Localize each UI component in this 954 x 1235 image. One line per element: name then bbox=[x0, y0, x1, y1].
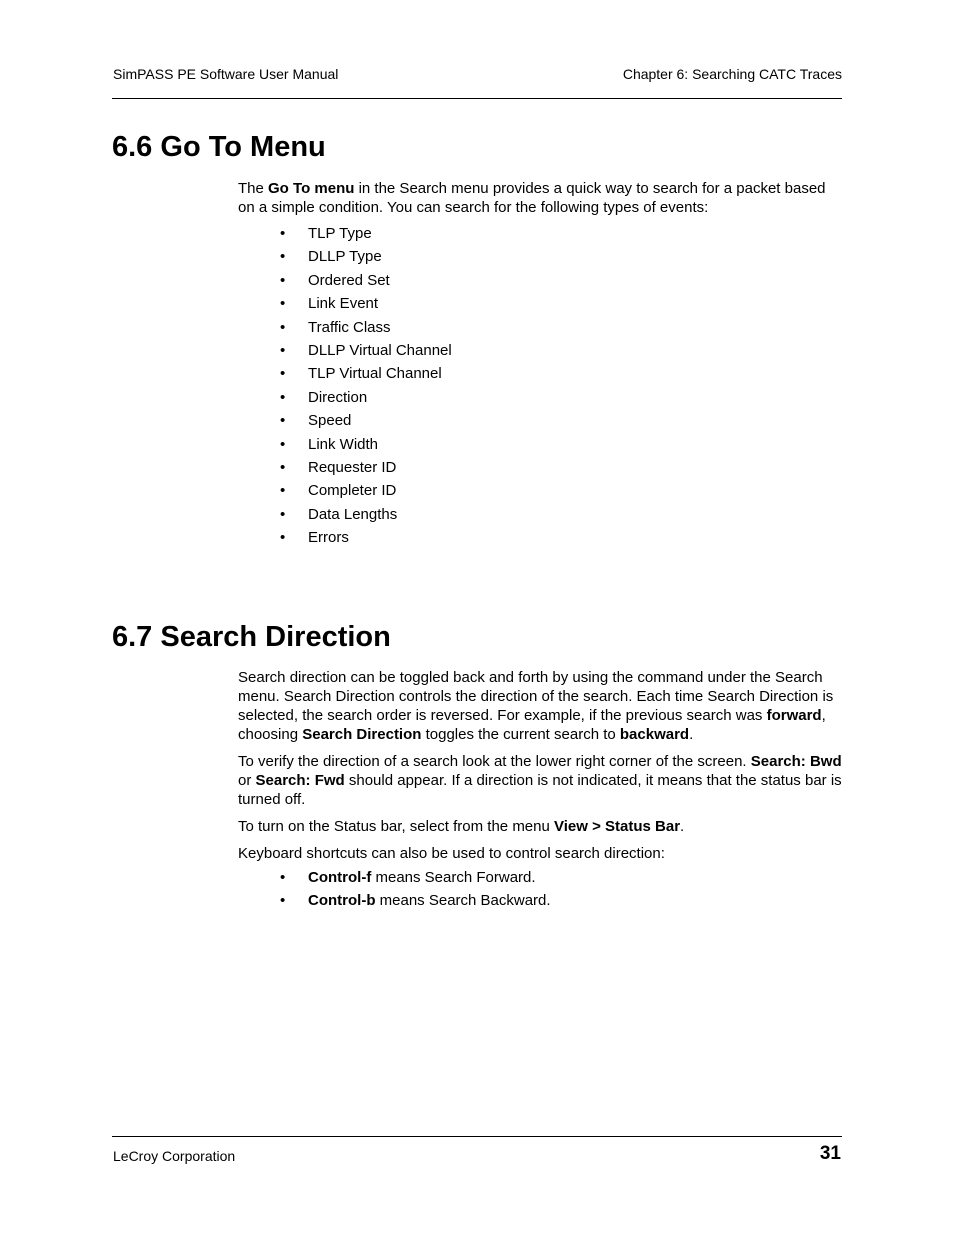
running-header-title: SimPASS PE Software User Manual bbox=[113, 66, 339, 82]
list-item: • Completer ID bbox=[280, 481, 452, 504]
section-6-6-heading bbox=[112, 131, 326, 164]
intro-text: The bbox=[238, 180, 269, 197]
list-item: • Speed bbox=[280, 411, 452, 434]
list-item: • DLLP Virtual Channel bbox=[280, 341, 452, 364]
list-item: • TLP Virtual Channel bbox=[280, 364, 452, 387]
paragraph: To verify the direction of a search look at the lower right corner of the screen. Search: Bwd or Search: Fwd should appear. If a direction is not indicated, it means that the status bar is turned off. bbox=[238, 753, 842, 808]
list-item: • Control-b means Search Backward. bbox=[280, 891, 551, 914]
shortcut-list bbox=[280, 868, 551, 915]
running-header-chapter: Chapter 6: Searching CATC Traces bbox=[622, 66, 842, 82]
intro-bold: Go To menu bbox=[268, 180, 355, 197]
list-item: • DLLP Type bbox=[280, 247, 452, 270]
paragraph: Search direction can be toggled back and forth by using the command under the Search menu. Search Direction controls the direction of the search. Each time Search Direction is selected, the search order is reversed. For example, if the previous search was forward, choosing Search Direction toggles the current search to backward. bbox=[238, 669, 834, 743]
list-item: • Data Lengths bbox=[280, 505, 452, 528]
list-item: • TLP Type bbox=[280, 224, 452, 247]
list-item: • Ordered Set bbox=[280, 271, 452, 294]
list-item: • Control-f means Search Forward. bbox=[280, 868, 551, 891]
section-number: 6.6 bbox=[112, 131, 153, 163]
list-item: • Traffic Class bbox=[280, 318, 452, 341]
list-item: • Direction bbox=[280, 388, 452, 411]
list-item: • Link Event bbox=[280, 294, 452, 317]
list-item: • Errors bbox=[280, 528, 452, 551]
footer-company: LeCroy Corporation bbox=[113, 1148, 236, 1164]
section-6-7-heading: 6.7 Search Direction bbox=[112, 621, 391, 653]
header-rule bbox=[112, 98, 842, 99]
footer-rule bbox=[112, 1136, 842, 1137]
page-number: 31 bbox=[819, 1143, 841, 1164]
list-item: • Requester ID bbox=[280, 458, 452, 481]
list-item: • Link Width bbox=[280, 435, 452, 458]
search-direction-body bbox=[238, 668, 844, 871]
intro-text-rest: in the Search menu provides a quick way to search for a packet based on a simple condition. You can search for the following types of events: bbox=[238, 180, 826, 216]
event-type-list bbox=[280, 224, 452, 551]
section-title: Go To Menu bbox=[160, 131, 326, 163]
paragraph: Keyboard shortcuts can also be used to control search direction: bbox=[238, 845, 665, 862]
goto-intro-paragraph bbox=[238, 179, 844, 225]
paragraph: To turn on the Status bar, select from the menu View > Status Bar. bbox=[238, 818, 685, 835]
